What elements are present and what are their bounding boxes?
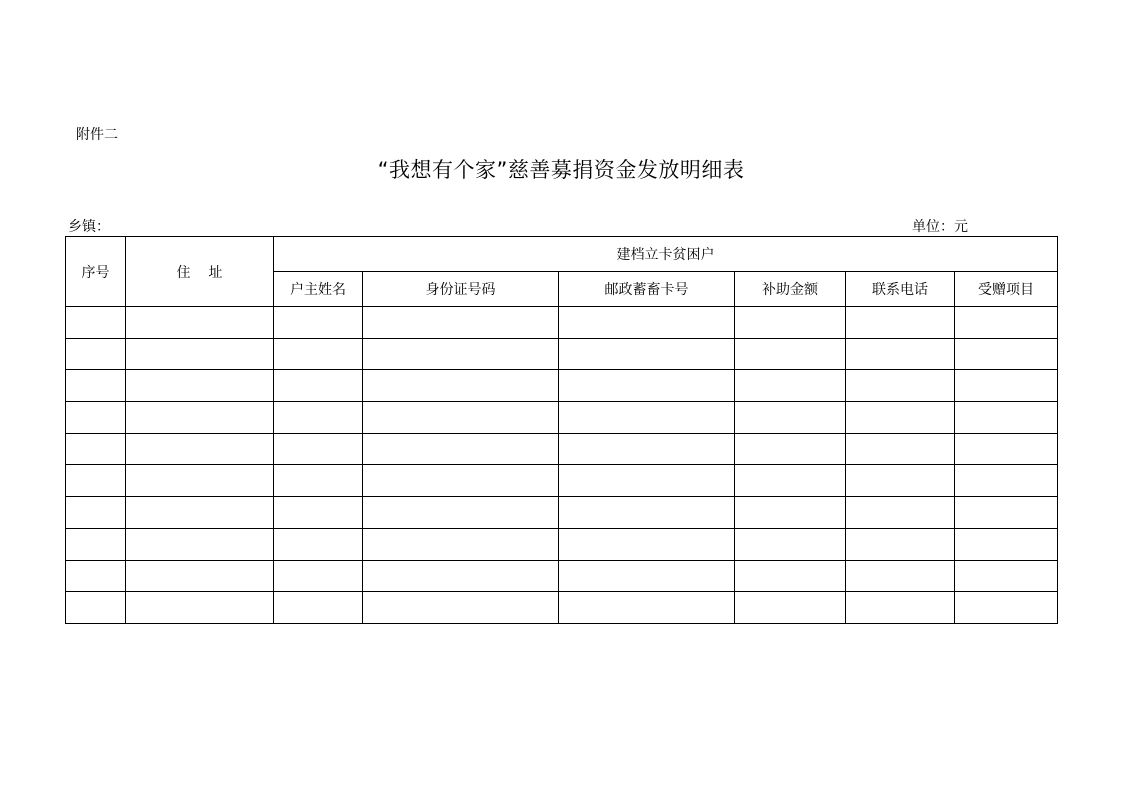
table-row [66, 370, 1058, 402]
group-header-registered-poor-households: 建档立卡贫困户 [274, 237, 1058, 272]
table-cell[interactable] [735, 592, 846, 624]
table-cell[interactable] [846, 560, 955, 592]
table-row [66, 497, 1058, 529]
table-cell[interactable] [126, 592, 274, 624]
table-cell[interactable] [66, 592, 126, 624]
table-cell[interactable] [559, 402, 735, 434]
table-cell[interactable] [66, 402, 126, 434]
table-cell[interactable] [66, 370, 126, 402]
table-cell[interactable] [735, 528, 846, 560]
table-cell[interactable] [735, 307, 846, 339]
table-cell[interactable] [735, 465, 846, 497]
table-cell[interactable] [126, 560, 274, 592]
table-cell[interactable] [559, 338, 735, 370]
table-cell[interactable] [846, 338, 955, 370]
table-cell[interactable] [735, 402, 846, 434]
table-cell[interactable] [274, 307, 363, 339]
table-cell[interactable] [846, 528, 955, 560]
table-cell[interactable] [363, 497, 559, 529]
table-cell[interactable] [66, 338, 126, 370]
table-cell[interactable] [955, 433, 1058, 465]
table-row [66, 560, 1058, 592]
column-header-id-number: 身份证号码 [363, 272, 559, 307]
table-cell[interactable] [735, 338, 846, 370]
column-header-contact-phone: 联系电话 [846, 272, 955, 307]
table-cell[interactable] [735, 370, 846, 402]
table-cell[interactable] [955, 592, 1058, 624]
table-cell[interactable] [274, 497, 363, 529]
column-header-address: 住址 [126, 237, 274, 307]
table-cell[interactable] [363, 370, 559, 402]
table-cell[interactable] [955, 370, 1058, 402]
attachment-label: 附件二 [76, 127, 118, 143]
table-cell[interactable] [955, 465, 1058, 497]
table-cell[interactable] [363, 592, 559, 624]
table-cell[interactable] [126, 338, 274, 370]
table-cell[interactable] [66, 433, 126, 465]
table-cell[interactable] [363, 307, 559, 339]
table-cell[interactable] [955, 338, 1058, 370]
table-cell[interactable] [735, 433, 846, 465]
table-cell[interactable] [735, 497, 846, 529]
table-cell[interactable] [66, 497, 126, 529]
table-cell[interactable] [126, 402, 274, 434]
table-row [66, 402, 1058, 434]
table-cell[interactable] [363, 528, 559, 560]
table-row [66, 307, 1058, 339]
table-cell[interactable] [274, 433, 363, 465]
table-cell[interactable] [559, 560, 735, 592]
table-cell[interactable] [363, 402, 559, 434]
table-cell[interactable] [846, 592, 955, 624]
table-cell[interactable] [955, 402, 1058, 434]
table-cell[interactable] [559, 592, 735, 624]
table-cell[interactable] [955, 307, 1058, 339]
table-cell[interactable] [846, 370, 955, 402]
table-cell[interactable] [559, 497, 735, 529]
column-header-householder-name: 户主姓名 [274, 272, 363, 307]
column-header-subsidy-amount: 补助金额 [735, 272, 846, 307]
disbursement-table [65, 236, 1058, 624]
table-cell[interactable] [559, 370, 735, 402]
table-cell[interactable] [559, 307, 735, 339]
table-cell[interactable] [274, 338, 363, 370]
table-cell[interactable] [955, 528, 1058, 560]
table-header-row [66, 237, 1058, 272]
table-cell[interactable] [955, 560, 1058, 592]
table-cell[interactable] [363, 338, 559, 370]
town-label: 乡镇： [68, 219, 110, 235]
table-row [66, 528, 1058, 560]
table-cell[interactable] [363, 560, 559, 592]
table-cell[interactable] [274, 528, 363, 560]
table-cell[interactable] [126, 370, 274, 402]
table-cell[interactable] [66, 307, 126, 339]
table-cell[interactable] [126, 528, 274, 560]
table-cell[interactable] [126, 497, 274, 529]
table-cell[interactable] [274, 370, 363, 402]
table-cell[interactable] [559, 433, 735, 465]
column-header-index: 序号 [66, 237, 126, 307]
table-cell[interactable] [363, 465, 559, 497]
column-header-postal-savings-card: 邮政蓄畜卡号 [559, 272, 735, 307]
table-cell[interactable] [126, 433, 274, 465]
table-cell[interactable] [846, 307, 955, 339]
table-row [66, 465, 1058, 497]
table-cell[interactable] [274, 402, 363, 434]
unit-label: 单位：元 [912, 219, 968, 235]
table-cell[interactable] [846, 465, 955, 497]
table-cell[interactable] [126, 307, 274, 339]
table-cell[interactable] [274, 592, 363, 624]
table-cell[interactable] [735, 560, 846, 592]
table-row [66, 338, 1058, 370]
page-title: “我想有个家”慈善募捐资金发放明细表 [377, 158, 745, 182]
table-cell[interactable] [363, 433, 559, 465]
table-cell[interactable] [559, 528, 735, 560]
table-cell[interactable] [274, 465, 363, 497]
table-cell[interactable] [274, 560, 363, 592]
table-cell[interactable] [66, 465, 126, 497]
column-header-donation-item: 受赠项目 [955, 272, 1058, 307]
table-row [66, 433, 1058, 465]
table-cell[interactable] [126, 465, 274, 497]
table-cell[interactable] [559, 465, 735, 497]
table-cell[interactable] [66, 528, 126, 560]
table-body [66, 307, 1058, 624]
table-cell[interactable] [955, 497, 1058, 529]
table-cell[interactable] [66, 560, 126, 592]
table-cell[interactable] [846, 402, 955, 434]
table-row [66, 592, 1058, 624]
table-cell[interactable] [846, 497, 955, 529]
table-cell[interactable] [846, 433, 955, 465]
